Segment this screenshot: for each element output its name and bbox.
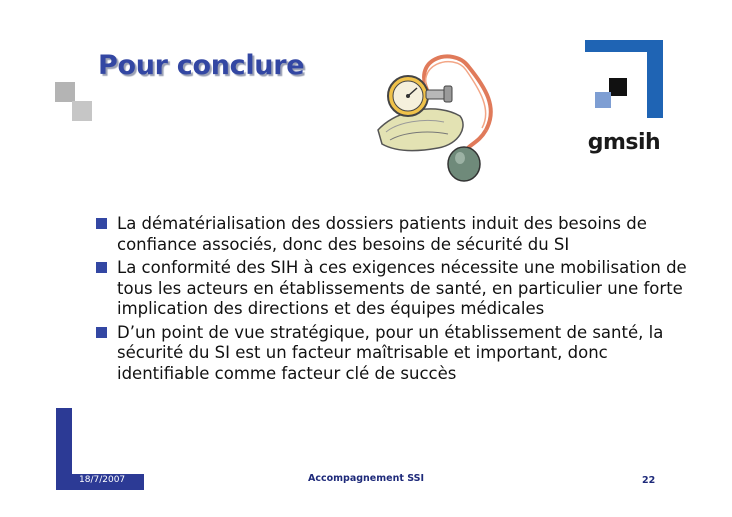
gmsih-logo (585, 40, 663, 160)
blood-pressure-gauge-icon (368, 48, 514, 186)
bullet-text: La dématérialisation des dossiers patients induit des besoins de confiance associés, donc des besoins de sécurité du SI (117, 214, 647, 254)
logo-text: gmsih (587, 130, 661, 155)
bullet-square-icon (96, 262, 107, 273)
bullet-text: La conformité des SIH à ces exigences nécessite une mobilisation de tous les acteurs en établissements de santé, en particulier une forte implication des directions et des équipes médicales (117, 258, 687, 318)
bullet-text: D’un point de vue stratégique, pour un établissement de santé, la sécurité du SI est un facteur maîtrisable et important, donc identifiable comme facteur clé de succès (117, 322, 664, 383)
gmsih-logo-mark (585, 40, 663, 124)
list-item (94, 258, 694, 320)
list-item (94, 214, 694, 255)
list-item (94, 323, 694, 385)
decorative-square (55, 82, 75, 102)
bullet-square-icon (96, 218, 107, 229)
slide-title: Pour conclure (98, 50, 305, 81)
footer-title: Accompagnement SSI (307, 473, 424, 484)
bullet-square-icon (96, 327, 107, 338)
bullet-list (94, 214, 694, 387)
footer-date: 18/7/2007 (79, 475, 126, 485)
page-number: 22 (642, 475, 656, 486)
decorative-square (72, 101, 92, 121)
